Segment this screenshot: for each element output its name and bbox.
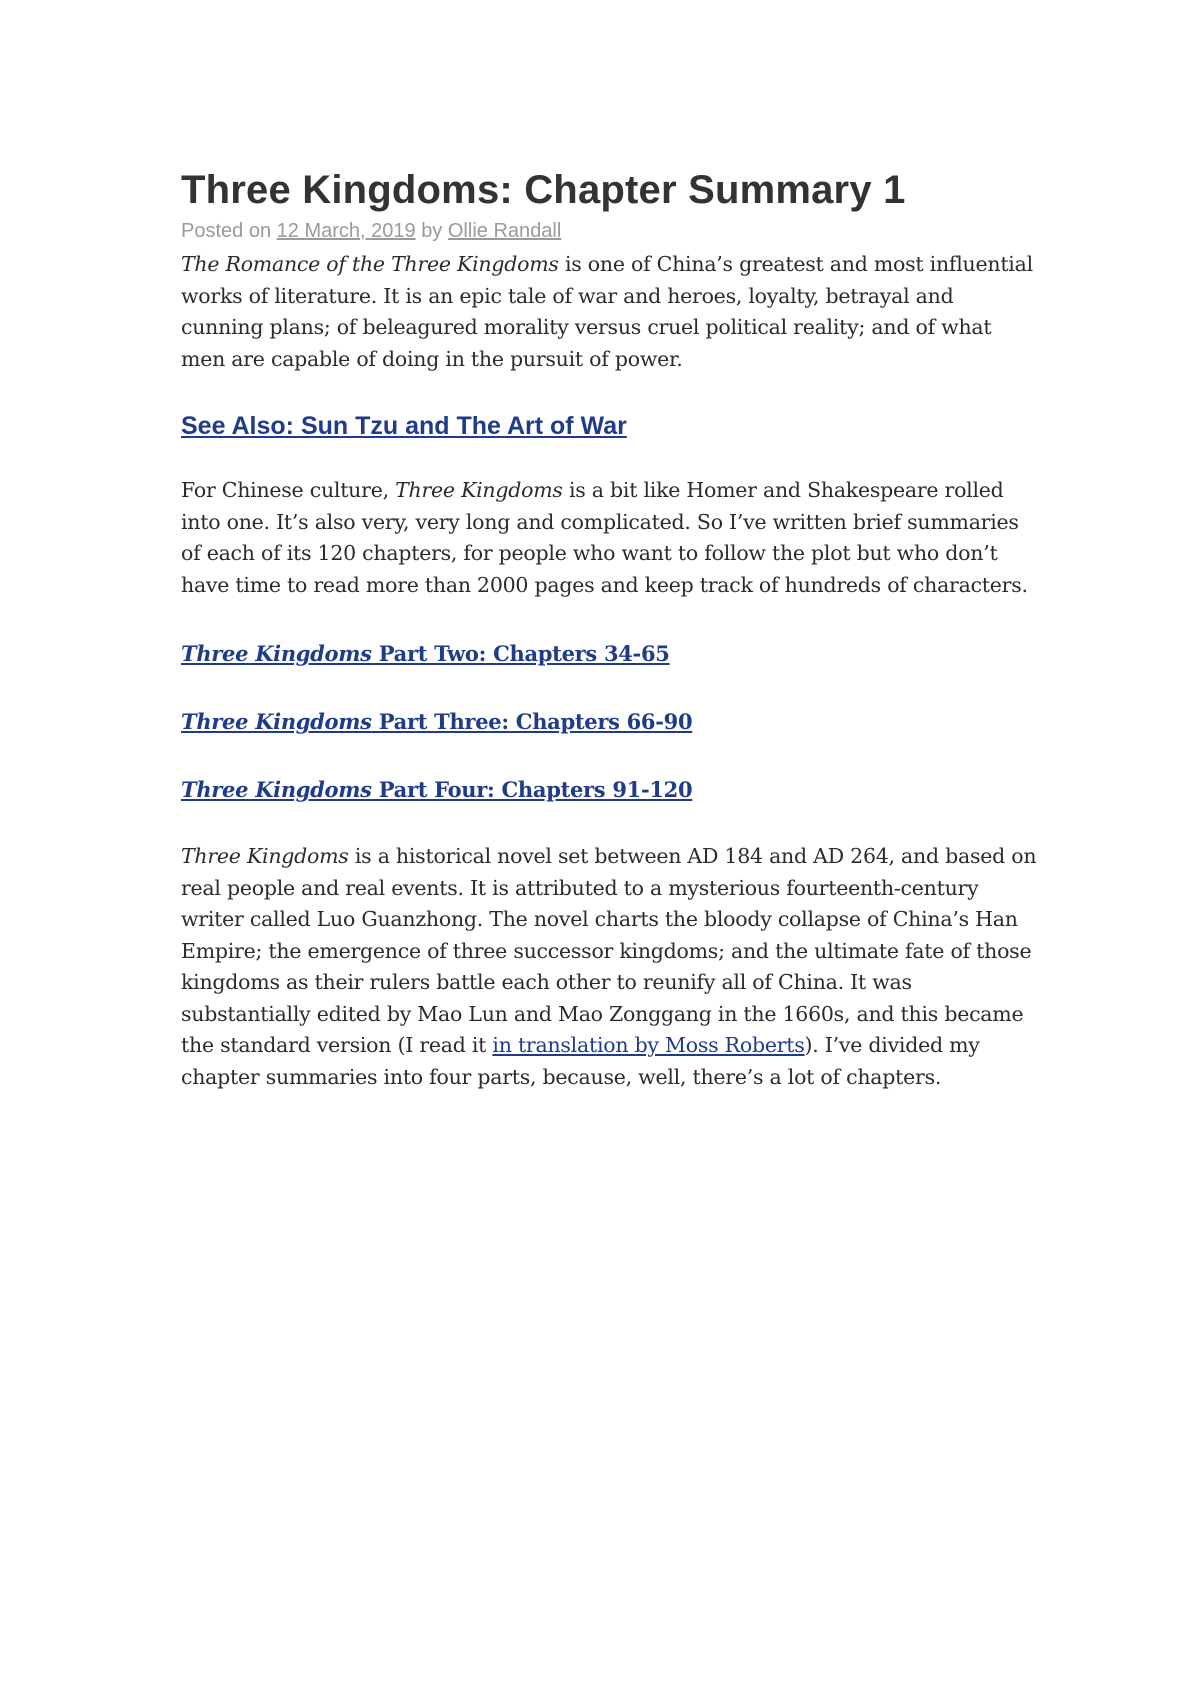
intro-italic-title: The Romance of the Three Kingdoms	[181, 252, 559, 276]
part-four-text: Part Four: Chapters 91-120	[371, 777, 693, 802]
author-link[interactable]: Ollie Randall	[447, 220, 562, 242]
post-date-link[interactable]: 12 March, 2019	[276, 220, 416, 242]
history-text-before-link: is a historical novel set between AD 184 and AD 264, and based on real people and real events. It is attributed to a mysterious fourteenth-century writer called Luo Guanzhong. The novel charts the bloody collapse of China’s Han Empire; the emergence of three successor kingdoms; and the ultimate fate of those kingdoms as their rulers battle each other to reunify all of China. It was substantially edited by Mao Lun and Mao Zonggang in the 1660s, and this became the standard version (I read it	[181, 844, 1037, 1057]
part-three-italic: Three Kingdoms	[181, 709, 372, 734]
article	[181, 163, 1041, 1093]
culture-text-before: For Chinese culture,	[181, 478, 396, 502]
culture-text-after: is a bit like Homer and Shakespeare rolled into one. It’s also very, very long and complicated. So I’ve written brief summaries of each of its 120 chapters, for people who want to follow the plot but who don’t have time to read more than 2000 pages and keep track of hundreds of characters.	[181, 478, 1028, 597]
post-meta	[181, 217, 1041, 245]
part-three-text: Part Three: Chapters 66-90	[371, 709, 693, 734]
part-three-link[interactable]	[181, 705, 1041, 739]
part-two-text: Part Two: Chapters 34-65	[371, 641, 670, 666]
history-text-after-link: ). I’ve divided my chapter summaries into four parts, because, well, there’s a lot of chapters.	[181, 1033, 980, 1089]
culture-paragraph	[181, 475, 1041, 601]
part-two-italic: Three Kingdoms	[181, 641, 372, 666]
history-paragraph	[181, 841, 1041, 1093]
see-also-link[interactable]: See Also: Sun Tzu and The Art of War	[181, 412, 627, 440]
translation-link[interactable]: in translation by Moss Roberts	[492, 1033, 805, 1057]
part-four-link[interactable]	[181, 773, 1041, 807]
spacer	[181, 601, 1041, 637]
part-four-italic: Three Kingdoms	[181, 777, 372, 802]
part-two-link[interactable]	[181, 637, 1041, 671]
intro-paragraph	[181, 249, 1041, 375]
page-title: Three Kingdoms: Chapter Summary 1	[181, 168, 906, 212]
by-label: by	[421, 220, 443, 242]
intro-text: is one of China’s greatest and most influential works of literature. It is an epic tale of war and heroes, loyalty, betrayal and cunning plans; of beleagured morality versus cruel political reality; and of what men are capable of doing in the pursuit of power.	[181, 252, 1033, 371]
posted-on-label: Posted on	[181, 220, 272, 242]
history-italic-title: Three Kingdoms	[181, 844, 349, 868]
culture-italic-title: Three Kingdoms	[395, 478, 563, 502]
